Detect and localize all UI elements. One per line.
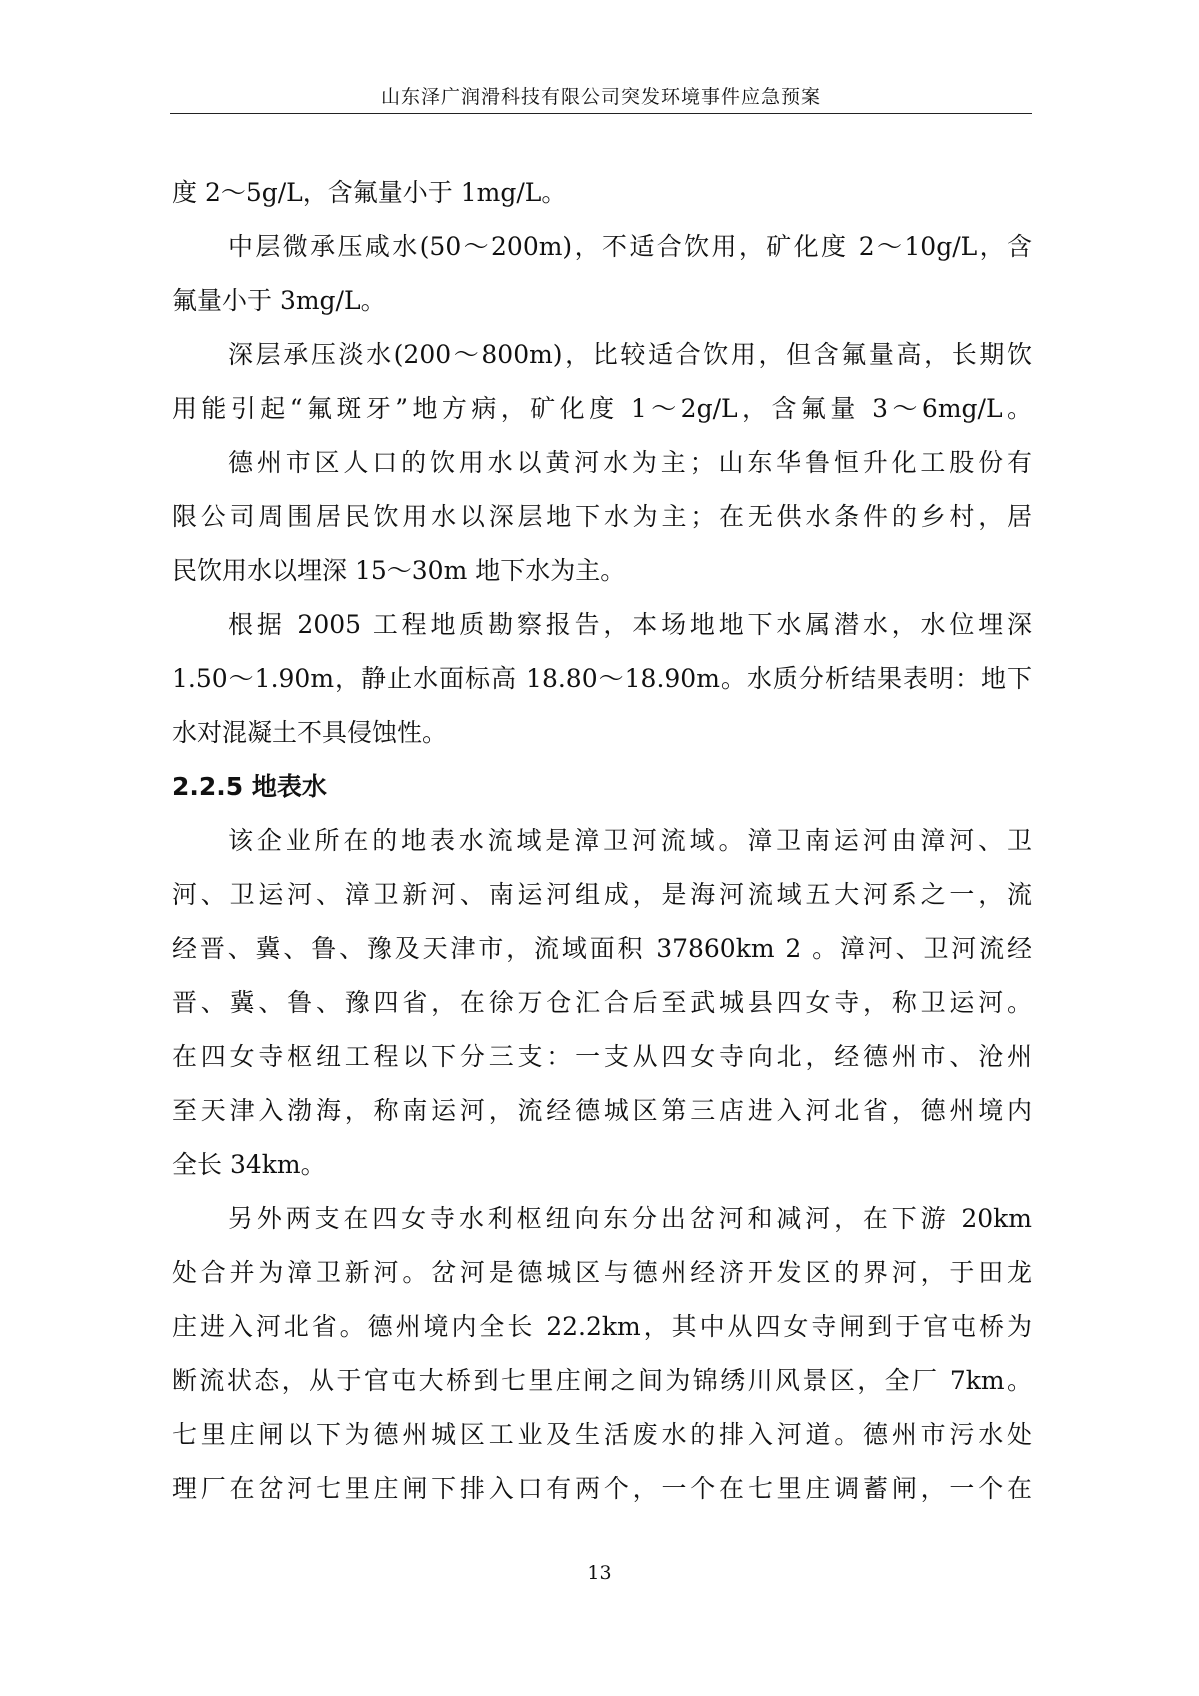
body-line: 度 2～5g/L，含氟量小于 1mg/L。 bbox=[172, 178, 567, 207]
body-line: 中层微承压咸水(50～200m)，不适合饮用，矿化度 2～10g/L，含 bbox=[228, 232, 1032, 261]
body-line: 处合并为漳卫新河。岔河是德城区与德州经济开发区的界河，于田龙 bbox=[172, 1258, 1032, 1287]
body-line: 用能引起“氟斑牙”地方病，矿化度 1～2g/L，含氟量 3～6mg/L。 bbox=[172, 394, 1032, 423]
section-heading: 2.2.5 地表水 bbox=[172, 772, 327, 801]
body-line: 该企业所在的地表水流域是漳卫河流域。漳卫南运河由漳河、卫 bbox=[228, 826, 1032, 855]
body-line: 根据 2005 工程地质勘察报告，本场地地下水属潜水，水位埋深 bbox=[228, 610, 1032, 639]
header-rule bbox=[170, 113, 1032, 114]
body-line: 民饮用水以埋深 15～30m 地下水为主。 bbox=[172, 556, 626, 585]
body-line: 深层承压淡水(200～800m)，比较适合饮用，但含氟量高，长期饮 bbox=[228, 340, 1032, 369]
body-line: 1.50～1.90m，静止水面标高 18.80～18.90m。水质分析结果表明：地下 bbox=[172, 664, 1032, 693]
body-line: 另外两支在四女寺水利枢纽向东分出岔河和减河，在下游 20km bbox=[228, 1204, 1032, 1233]
body-line: 德州市区人口的饮用水以黄河水为主；山东华鲁恒升化工股份有 bbox=[228, 448, 1032, 477]
body-line: 水对混凝土不具侵蚀性。 bbox=[172, 718, 448, 747]
body-line: 至天津入渤海，称南运河，流经德城区第三店进入河北省，德州境内 bbox=[172, 1096, 1032, 1125]
body-line: 晋、冀、鲁、豫四省，在徐万仓汇合后至武城县四女寺，称卫运河。 bbox=[172, 988, 1032, 1017]
running-header: 山东泽广润滑科技有限公司突发环境事件应急预案 bbox=[380, 86, 821, 108]
body-line: 全长 34km。 bbox=[172, 1150, 326, 1179]
page-number: 13 bbox=[587, 1562, 612, 1584]
body-line: 氟量小于 3mg/L。 bbox=[172, 286, 386, 315]
body-line: 理厂在岔河七里庄闸下排入口有两个，一个在七里庄调蓄闸，一个在 bbox=[172, 1474, 1032, 1503]
body-line: 河、卫运河、漳卫新河、南运河组成，是海河流域五大河系之一，流 bbox=[172, 880, 1032, 909]
body-line: 经晋、冀、鲁、豫及天津市，流域面积 37860km 2 。漳河、卫河流经 bbox=[172, 934, 1032, 963]
body-line: 限公司周围居民饮用水以深层地下水为主；在无供水条件的乡村，居 bbox=[172, 502, 1032, 531]
body-line: 七里庄闸以下为德州城区工业及生活废水的排入河道。德州市污水处 bbox=[172, 1420, 1032, 1449]
page-body bbox=[172, 166, 1032, 1516]
body-line: 在四女寺枢纽工程以下分三支：一支从四女寺向北，经德州市、沧州 bbox=[172, 1042, 1032, 1071]
body-line: 断流状态，从于官屯大桥到七里庄闸之间为锦绣川风景区，全厂 7km。 bbox=[172, 1366, 1032, 1395]
body-line: 庄进入河北省。德州境内全长 22.2km，其中从四女寺闸到于官屯桥为 bbox=[172, 1312, 1032, 1341]
